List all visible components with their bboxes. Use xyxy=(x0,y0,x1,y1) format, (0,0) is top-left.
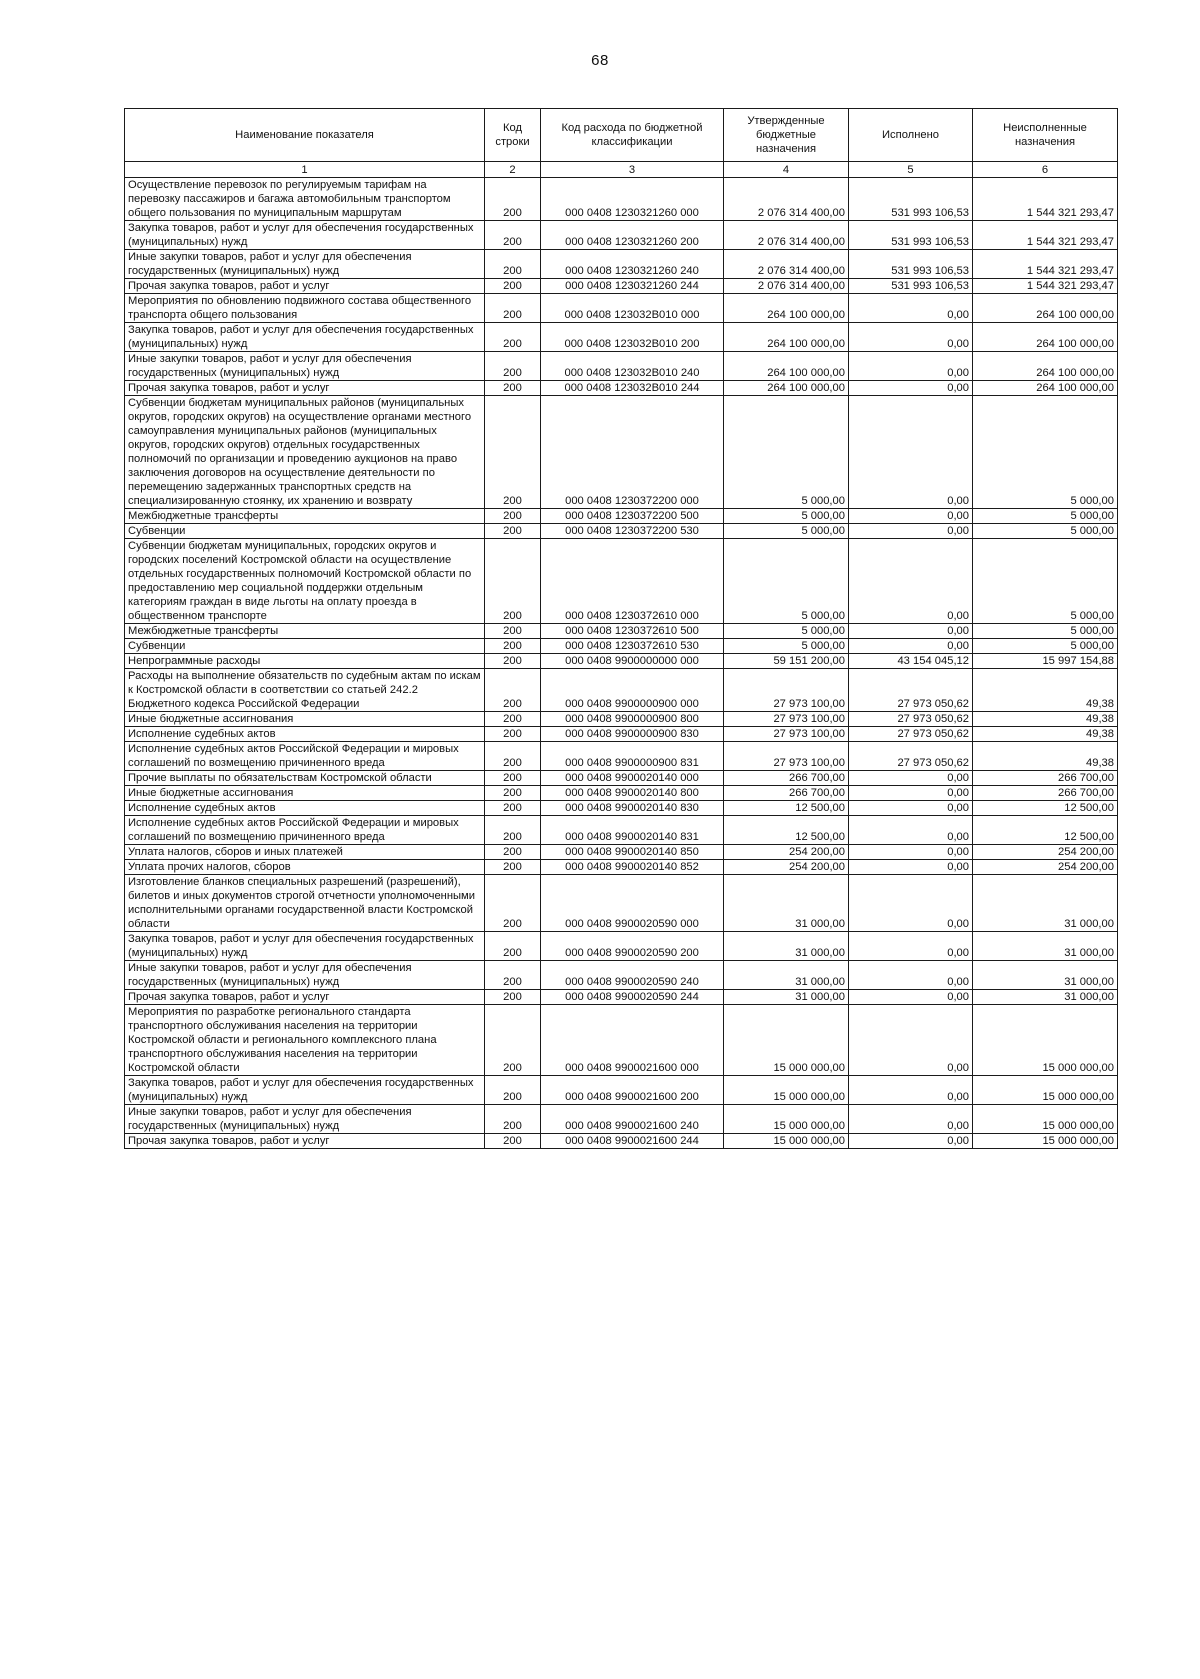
row-name: Изготовление бланков специальных разрешений (разрешений), билетов и иных документов строгой отчетности уполномоченными исполнительными органами государственной власти Костромской области xyxy=(125,875,485,932)
row-name: Исполнение судебных актов xyxy=(125,727,485,742)
row-budget-code: 000 0408 1230321260 000 xyxy=(541,178,724,221)
row-line-code: 200 xyxy=(485,294,541,323)
row-executed-amount: 0,00 xyxy=(849,294,973,323)
table-row xyxy=(125,961,1118,990)
row-unexecuted-amount: 15 000 000,00 xyxy=(973,1105,1118,1134)
column-number-row xyxy=(125,162,1118,178)
row-budget-code: 000 0408 1230321260 244 xyxy=(541,279,724,294)
row-name: Субвенции бюджетам муниципальных, городских округов и городских поселений Костромской области на осуществление отдельных государственных полномочий Костромской области по предоставлению мер социальной поддержки отдельным категориям граждан в виде льготы на оплату проезда в общественном транспорте xyxy=(125,539,485,624)
row-executed-amount: 0,00 xyxy=(849,1005,973,1076)
row-budget-code: 000 0408 123032В010 200 xyxy=(541,323,724,352)
row-approved-amount: 266 700,00 xyxy=(724,771,849,786)
row-budget-code: 000 0408 1230372200 500 xyxy=(541,509,724,524)
row-line-code: 200 xyxy=(485,624,541,639)
table-row xyxy=(125,178,1118,221)
row-executed-amount: 0,00 xyxy=(849,396,973,509)
row-name: Уплата налогов, сборов и иных платежей xyxy=(125,845,485,860)
row-approved-amount: 2 076 314 400,00 xyxy=(724,250,849,279)
row-name: Осуществление перевозок по регулируемым тарифам на перевозку пассажиров и багажа автомобильным транспортом общего пользования по муниципальным маршрутам xyxy=(125,178,485,221)
row-unexecuted-amount: 12 500,00 xyxy=(973,801,1118,816)
row-name: Прочая закупка товаров, работ и услуг xyxy=(125,1134,485,1149)
row-unexecuted-amount: 264 100 000,00 xyxy=(973,352,1118,381)
budget-execution-table xyxy=(124,108,1118,1149)
header-indicator-name: Наименование показателя xyxy=(125,109,485,162)
row-line-code: 200 xyxy=(485,712,541,727)
row-name: Субвенции xyxy=(125,524,485,539)
row-executed-amount: 0,00 xyxy=(849,860,973,875)
row-unexecuted-amount: 5 000,00 xyxy=(973,624,1118,639)
row-unexecuted-amount: 5 000,00 xyxy=(973,509,1118,524)
table-row xyxy=(125,396,1118,509)
row-executed-amount: 27 973 050,62 xyxy=(849,669,973,712)
column-number: 1 xyxy=(125,162,485,178)
row-budget-code: 000 0408 1230372610 530 xyxy=(541,639,724,654)
row-unexecuted-amount: 264 100 000,00 xyxy=(973,294,1118,323)
row-approved-amount: 5 000,00 xyxy=(724,509,849,524)
row-line-code: 200 xyxy=(485,932,541,961)
row-executed-amount: 0,00 xyxy=(849,1105,973,1134)
row-unexecuted-amount: 1 544 321 293,47 xyxy=(973,178,1118,221)
row-unexecuted-amount: 15 000 000,00 xyxy=(973,1005,1118,1076)
page-number: 68 xyxy=(591,52,609,69)
row-budget-code: 000 0408 123032В010 244 xyxy=(541,381,724,396)
row-name: Закупка товаров, работ и услуг для обеспечения государственных (муниципальных) нужд xyxy=(125,932,485,961)
table-row xyxy=(125,639,1118,654)
row-name: Исполнение судебных актов xyxy=(125,801,485,816)
row-approved-amount: 264 100 000,00 xyxy=(724,294,849,323)
row-approved-amount: 27 973 100,00 xyxy=(724,669,849,712)
row-name: Прочая закупка товаров, работ и услуг xyxy=(125,279,485,294)
table-row xyxy=(125,624,1118,639)
row-line-code: 200 xyxy=(485,1076,541,1105)
row-line-code: 200 xyxy=(485,250,541,279)
row-approved-amount: 254 200,00 xyxy=(724,845,849,860)
row-budget-code: 000 0408 9900021600 240 xyxy=(541,1105,724,1134)
row-unexecuted-amount: 5 000,00 xyxy=(973,539,1118,624)
row-name: Межбюджетные трансферты xyxy=(125,624,485,639)
row-name: Иные закупки товаров, работ и услуг для обеспечения государственных (муниципальных) нужд xyxy=(125,1105,485,1134)
row-approved-amount: 5 000,00 xyxy=(724,524,849,539)
row-budget-code: 000 0408 9900000000 000 xyxy=(541,654,724,669)
row-line-code: 200 xyxy=(485,860,541,875)
row-budget-code: 000 0408 9900020590 200 xyxy=(541,932,724,961)
row-name: Иные бюджетные ассигнования xyxy=(125,786,485,801)
row-line-code: 200 xyxy=(485,279,541,294)
row-budget-code: 000 0408 9900020140 830 xyxy=(541,801,724,816)
row-name: Непрограммные расходы xyxy=(125,654,485,669)
table-row xyxy=(125,294,1118,323)
row-executed-amount: 27 973 050,62 xyxy=(849,742,973,771)
table-row xyxy=(125,875,1118,932)
row-name: Исполнение судебных актов Российской Федерации и мировых соглашений по возмещению причиненного вреда xyxy=(125,742,485,771)
row-name: Иные закупки товаров, работ и услуг для обеспечения государственных (муниципальных) нужд xyxy=(125,352,485,381)
row-budget-code: 000 0408 9900020590 240 xyxy=(541,961,724,990)
row-name: Закупка товаров, работ и услуг для обеспечения государственных (муниципальных) нужд xyxy=(125,221,485,250)
row-name: Закупка товаров, работ и услуг для обеспечения государственных (муниципальных) нужд xyxy=(125,323,485,352)
row-unexecuted-amount: 1 544 321 293,47 xyxy=(973,221,1118,250)
row-line-code: 200 xyxy=(485,669,541,712)
table-row xyxy=(125,250,1118,279)
column-number: 6 xyxy=(973,162,1118,178)
row-executed-amount: 0,00 xyxy=(849,1076,973,1105)
row-unexecuted-amount: 1 544 321 293,47 xyxy=(973,250,1118,279)
row-executed-amount: 531 993 106,53 xyxy=(849,178,973,221)
row-budget-code: 000 0408 123032В010 240 xyxy=(541,352,724,381)
row-approved-amount: 264 100 000,00 xyxy=(724,352,849,381)
row-budget-code: 000 0408 1230372200 530 xyxy=(541,524,724,539)
row-approved-amount: 12 500,00 xyxy=(724,816,849,845)
row-line-code: 200 xyxy=(485,323,541,352)
row-budget-code: 000 0408 9900021600 000 xyxy=(541,1005,724,1076)
row-name: Мероприятия по разработке регионального стандарта транспортного обслуживания населения на территории Костромской области и регионального комплексного плана транспортного обслуживания населения на территории Костромской области xyxy=(125,1005,485,1076)
row-budget-code: 000 0408 1230372610 500 xyxy=(541,624,724,639)
row-approved-amount: 59 151 200,00 xyxy=(724,654,849,669)
row-line-code: 200 xyxy=(485,801,541,816)
header-row xyxy=(125,109,1118,162)
row-unexecuted-amount: 264 100 000,00 xyxy=(973,323,1118,352)
table-row xyxy=(125,1005,1118,1076)
row-unexecuted-amount: 31 000,00 xyxy=(973,875,1118,932)
row-approved-amount: 27 973 100,00 xyxy=(724,727,849,742)
row-approved-amount: 264 100 000,00 xyxy=(724,323,849,352)
row-line-code: 200 xyxy=(485,990,541,1005)
row-unexecuted-amount: 15 000 000,00 xyxy=(973,1076,1118,1105)
row-executed-amount: 27 973 050,62 xyxy=(849,712,973,727)
row-line-code: 200 xyxy=(485,352,541,381)
header-budget-code: Код расхода по бюджетной классификации xyxy=(541,109,724,162)
row-line-code: 200 xyxy=(485,639,541,654)
row-approved-amount: 31 000,00 xyxy=(724,961,849,990)
row-budget-code: 000 0408 1230321260 200 xyxy=(541,221,724,250)
row-executed-amount: 27 973 050,62 xyxy=(849,727,973,742)
row-line-code: 200 xyxy=(485,654,541,669)
row-executed-amount: 0,00 xyxy=(849,509,973,524)
row-name: Расходы на выполнение обязательств по судебным актам по искам к Костромской области в соответствии со статьей 242.2 Бюджетного кодекса Российской Федерации xyxy=(125,669,485,712)
table-body xyxy=(125,178,1118,1149)
row-executed-amount: 0,00 xyxy=(849,323,973,352)
row-executed-amount: 0,00 xyxy=(849,624,973,639)
row-unexecuted-amount: 15 997 154,88 xyxy=(973,654,1118,669)
row-unexecuted-amount: 49,38 xyxy=(973,727,1118,742)
table-row xyxy=(125,990,1118,1005)
row-line-code: 200 xyxy=(485,845,541,860)
row-executed-amount: 43 154 045,12 xyxy=(849,654,973,669)
row-name: Иные закупки товаров, работ и услуг для обеспечения государственных (муниципальных) нужд xyxy=(125,250,485,279)
row-executed-amount: 531 993 106,53 xyxy=(849,279,973,294)
row-unexecuted-amount: 1 544 321 293,47 xyxy=(973,279,1118,294)
header-approved: Утвержденные бюджетные назначения xyxy=(724,109,849,162)
row-executed-amount: 0,00 xyxy=(849,801,973,816)
row-approved-amount: 5 000,00 xyxy=(724,639,849,654)
table-row xyxy=(125,1105,1118,1134)
row-line-code: 200 xyxy=(485,875,541,932)
row-executed-amount: 0,00 xyxy=(849,845,973,860)
row-budget-code: 000 0408 1230372200 000 xyxy=(541,396,724,509)
row-executed-amount: 0,00 xyxy=(849,639,973,654)
table-row xyxy=(125,1076,1118,1105)
table-row xyxy=(125,509,1118,524)
row-budget-code: 000 0408 1230372610 000 xyxy=(541,539,724,624)
row-unexecuted-amount: 31 000,00 xyxy=(973,932,1118,961)
table-row xyxy=(125,860,1118,875)
row-executed-amount: 0,00 xyxy=(849,524,973,539)
row-line-code: 200 xyxy=(485,771,541,786)
table-row xyxy=(125,524,1118,539)
row-approved-amount: 15 000 000,00 xyxy=(724,1005,849,1076)
row-unexecuted-amount: 31 000,00 xyxy=(973,990,1118,1005)
table-row xyxy=(125,816,1118,845)
row-name: Прочая закупка товаров, работ и услуг xyxy=(125,990,485,1005)
row-line-code: 200 xyxy=(485,1134,541,1149)
row-unexecuted-amount: 31 000,00 xyxy=(973,961,1118,990)
row-unexecuted-amount: 266 700,00 xyxy=(973,771,1118,786)
row-line-code: 200 xyxy=(485,178,541,221)
row-approved-amount: 2 076 314 400,00 xyxy=(724,279,849,294)
header-unexecuted: Неисполненные назначения xyxy=(973,109,1118,162)
table-row xyxy=(125,381,1118,396)
row-unexecuted-amount: 5 000,00 xyxy=(973,639,1118,654)
row-budget-code: 000 0408 1230321260 240 xyxy=(541,250,724,279)
row-unexecuted-amount: 5 000,00 xyxy=(973,396,1118,509)
row-unexecuted-amount: 49,38 xyxy=(973,712,1118,727)
row-budget-code: 000 0408 9900000900 831 xyxy=(541,742,724,771)
row-unexecuted-amount: 49,38 xyxy=(973,669,1118,712)
row-budget-code: 000 0408 9900020590 000 xyxy=(541,875,724,932)
row-executed-amount: 0,00 xyxy=(849,875,973,932)
row-unexecuted-amount: 264 100 000,00 xyxy=(973,381,1118,396)
row-approved-amount: 5 000,00 xyxy=(724,539,849,624)
row-executed-amount: 0,00 xyxy=(849,932,973,961)
table-row xyxy=(125,654,1118,669)
table-row xyxy=(125,742,1118,771)
row-line-code: 200 xyxy=(485,816,541,845)
row-approved-amount: 5 000,00 xyxy=(724,624,849,639)
row-approved-amount: 2 076 314 400,00 xyxy=(724,221,849,250)
table-row xyxy=(125,845,1118,860)
row-approved-amount: 31 000,00 xyxy=(724,932,849,961)
header-line-code: Код строки xyxy=(485,109,541,162)
row-name: Межбюджетные трансферты xyxy=(125,509,485,524)
row-approved-amount: 27 973 100,00 xyxy=(724,742,849,771)
row-executed-amount: 531 993 106,53 xyxy=(849,250,973,279)
table-row xyxy=(125,771,1118,786)
row-name: Мероприятия по обновлению подвижного состава общественного транспорта общего пользования xyxy=(125,294,485,323)
row-budget-code: 000 0408 9900021600 200 xyxy=(541,1076,724,1105)
row-approved-amount: 15 000 000,00 xyxy=(724,1134,849,1149)
row-line-code: 200 xyxy=(485,396,541,509)
row-line-code: 200 xyxy=(485,539,541,624)
row-name: Иные бюджетные ассигнования xyxy=(125,712,485,727)
row-budget-code: 000 0408 9900020140 850 xyxy=(541,845,724,860)
row-name: Иные закупки товаров, работ и услуг для обеспечения государственных (муниципальных) нужд xyxy=(125,961,485,990)
row-name: Закупка товаров, работ и услуг для обеспечения государственных (муниципальных) нужд xyxy=(125,1076,485,1105)
row-approved-amount: 31 000,00 xyxy=(724,875,849,932)
row-unexecuted-amount: 266 700,00 xyxy=(973,786,1118,801)
row-executed-amount: 0,00 xyxy=(849,786,973,801)
row-approved-amount: 2 076 314 400,00 xyxy=(724,178,849,221)
row-approved-amount: 15 000 000,00 xyxy=(724,1105,849,1134)
row-executed-amount: 0,00 xyxy=(849,1134,973,1149)
column-number: 5 xyxy=(849,162,973,178)
table-row xyxy=(125,786,1118,801)
column-number: 4 xyxy=(724,162,849,178)
row-approved-amount: 266 700,00 xyxy=(724,786,849,801)
header-executed: Исполнено xyxy=(849,109,973,162)
row-approved-amount: 5 000,00 xyxy=(724,396,849,509)
row-executed-amount: 0,00 xyxy=(849,381,973,396)
table-row xyxy=(125,801,1118,816)
row-budget-code: 000 0408 9900020140 800 xyxy=(541,786,724,801)
row-budget-code: 000 0408 9900000900 000 xyxy=(541,669,724,712)
table-row xyxy=(125,221,1118,250)
row-executed-amount: 0,00 xyxy=(849,961,973,990)
row-line-code: 200 xyxy=(485,1005,541,1076)
row-approved-amount: 12 500,00 xyxy=(724,801,849,816)
table-row xyxy=(125,539,1118,624)
row-executed-amount: 0,00 xyxy=(849,990,973,1005)
row-executed-amount: 531 993 106,53 xyxy=(849,221,973,250)
row-approved-amount: 264 100 000,00 xyxy=(724,381,849,396)
row-executed-amount: 0,00 xyxy=(849,539,973,624)
row-unexecuted-amount: 254 200,00 xyxy=(973,845,1118,860)
row-unexecuted-amount: 254 200,00 xyxy=(973,860,1118,875)
row-budget-code: 000 0408 9900020140 852 xyxy=(541,860,724,875)
row-line-code: 200 xyxy=(485,1105,541,1134)
row-line-code: 200 xyxy=(485,786,541,801)
row-line-code: 200 xyxy=(485,742,541,771)
row-executed-amount: 0,00 xyxy=(849,816,973,845)
row-line-code: 200 xyxy=(485,221,541,250)
row-budget-code: 000 0408 9900020140 831 xyxy=(541,816,724,845)
row-budget-code: 000 0408 9900021600 244 xyxy=(541,1134,724,1149)
table-row xyxy=(125,727,1118,742)
row-name: Уплата прочих налогов, сборов xyxy=(125,860,485,875)
row-unexecuted-amount: 5 000,00 xyxy=(973,524,1118,539)
row-budget-code: 000 0408 123032В010 000 xyxy=(541,294,724,323)
row-executed-amount: 0,00 xyxy=(849,352,973,381)
row-line-code: 200 xyxy=(485,727,541,742)
row-approved-amount: 31 000,00 xyxy=(724,990,849,1005)
row-name: Исполнение судебных актов Российской Федерации и мировых соглашений по возмещению причиненного вреда xyxy=(125,816,485,845)
table-row xyxy=(125,352,1118,381)
table-row xyxy=(125,669,1118,712)
table-row xyxy=(125,1134,1118,1149)
row-unexecuted-amount: 12 500,00 xyxy=(973,816,1118,845)
column-number: 2 xyxy=(485,162,541,178)
table-row xyxy=(125,279,1118,294)
row-approved-amount: 15 000 000,00 xyxy=(724,1076,849,1105)
row-line-code: 200 xyxy=(485,381,541,396)
row-name: Прочая закупка товаров, работ и услуг xyxy=(125,381,485,396)
table-row xyxy=(125,323,1118,352)
row-approved-amount: 254 200,00 xyxy=(724,860,849,875)
row-line-code: 200 xyxy=(485,961,541,990)
row-budget-code: 000 0408 9900020140 000 xyxy=(541,771,724,786)
row-name: Прочие выплаты по обязательствам Костромской области xyxy=(125,771,485,786)
row-approved-amount: 27 973 100,00 xyxy=(724,712,849,727)
row-budget-code: 000 0408 9900020590 244 xyxy=(541,990,724,1005)
row-name: Субвенции бюджетам муниципальных районов (муниципальных округов, городских округов) на осуществление органами местного самоуправления муниципальных районов (муниципальных округов, городских округов) отдельных государственных полномочий по организации и проведению аукционов на право заключения договоров на осуществление деятельности по перемещению задержанных транспортных средств на специализированную стоянку, их хранению и возврату xyxy=(125,396,485,509)
row-line-code: 200 xyxy=(485,524,541,539)
table-row xyxy=(125,932,1118,961)
row-budget-code: 000 0408 9900000900 800 xyxy=(541,712,724,727)
row-unexecuted-amount: 49,38 xyxy=(973,742,1118,771)
row-line-code: 200 xyxy=(485,509,541,524)
row-unexecuted-amount: 15 000 000,00 xyxy=(973,1134,1118,1149)
row-executed-amount: 0,00 xyxy=(849,771,973,786)
row-budget-code: 000 0408 9900000900 830 xyxy=(541,727,724,742)
row-name: Субвенции xyxy=(125,639,485,654)
column-number: 3 xyxy=(541,162,724,178)
table-row xyxy=(125,712,1118,727)
